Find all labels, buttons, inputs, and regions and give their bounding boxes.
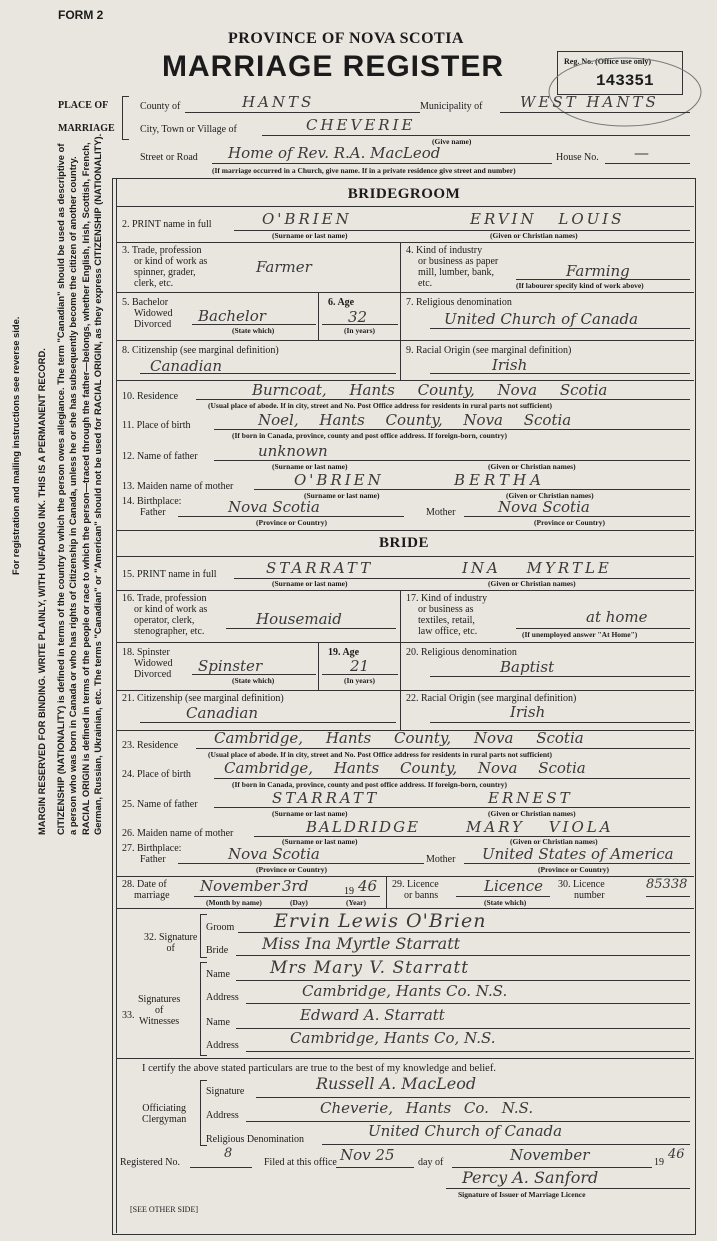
bride-mother-prov-note: (Province or Country) [538,865,609,874]
bride-given-note: (Given or Christian names) [488,579,576,588]
filed-date: Nov 25 [340,1146,395,1164]
bride-signature: Miss Ina Myrtle Starratt [262,934,461,953]
groom-f9-label: 9. Racial Origin (see marginal definition) [406,345,572,356]
marriage-month: November [200,877,280,895]
w1-address: Cambridge, Hants Co. N.S. [302,982,508,1000]
groom-signature: Ervin Lewis O'Brien [274,910,487,932]
w1-address-label: Address [206,992,239,1003]
marriage-year-prefix: 19 [344,886,354,897]
bride-given: INA MYRTLE [462,559,612,577]
bride-residence: Cambridge, Hants County, Nova Scotia [214,729,584,747]
clergy-address-label: Address [206,1110,239,1121]
bride-status: Spinster [198,657,263,675]
municipality-label: Municipality of [420,101,483,112]
county-value: HANTS [242,93,315,111]
bride-surname-note: (Surname or last name) [272,579,348,588]
margin-line-6: German, Russian, Ukrainian, etc. The terms "Canadian" or "American" should not be used for RACIAL ORIGIN, as they express CITIZENSHIP (NATIONALITY). [91,133,103,835]
street-note: (If marriage occurred in a Church, give name. If in a private residence give street and number) [212,166,516,175]
groom-residence: Burncoat, Hants County, Nova Scotia [252,381,608,399]
clergy-address: Cheverie, Hants Co. N.S. [320,1099,534,1117]
bride-father-surname-note: (Surname or last name) [272,809,348,818]
registered-label: Registered No. [120,1157,180,1168]
groom-mother-given-note: (Given or Christian names) [506,491,594,500]
form-number: FORM 2 [58,8,104,22]
bridegroom-heading: BRIDEGROOM [347,186,461,202]
margin-line-2: MARGIN RESERVED FOR BINDING. WRITE PLAINLY, WITH UNFADING INK. THIS IS A PERMANENT RECORD. [36,348,48,835]
bride-citizenship: Canadian [186,704,259,722]
bride-f24-label: 24. Place of birth [122,769,191,780]
issuer-label: Signature of Issuer of Marriage Licence [458,1190,586,1199]
groom-f4-label: 4. Kind of industry or business as paper mill, lumber, bank, etc. [406,245,499,289]
filed-year-prefix: 19 [654,1157,664,1168]
bride-heading: BRIDE [378,535,429,551]
bride-racial: Irish [510,703,546,721]
groom-f14-label: 14. Birthplace: [122,496,182,507]
street-value: Home of Rev. R.A. MacLeod [228,144,441,162]
reg-box-number: 143351 [596,72,654,90]
margin-line-4: a person who was born in Canada or who has rights of Citizenship in Canada, unless he or she has subsequently become the citizen of another country. [67,156,79,835]
bride-age: 21 [350,657,370,675]
groom-father-label: Father [140,507,166,518]
groom-father-prov-note: (Province or Country) [256,518,327,527]
groom-age: 32 [348,308,368,326]
groom-f2-label: 2. PRINT name in full [122,219,212,230]
bride-f25-label: 25. Name of father [122,799,198,810]
bride-father-surname: STARRATT [272,789,380,807]
bride-f23-label: 23. Residence [122,740,179,751]
groom-f6-label: 6. Age [328,297,355,308]
bride-f20-label: 20. Religious denomination [406,647,517,658]
w2-name-label: Name [206,1017,230,1028]
groom-f12-label: 12. Name of father [122,451,198,462]
bride-state-note: (State which) [232,676,275,685]
groom-f8-label: 8. Citizenship (see marginal definition) [122,345,279,356]
bride-mother-surname: BALDRIDGE [306,818,421,836]
groom-mother-label: Mother [426,507,456,518]
see-other-side: [SEE OTHER SIDE] [130,1205,198,1214]
bride-residence-note: (Usual place of abode. If in city, street and No. Post Office address for residents in rural parts not sufficient) [208,750,553,759]
bride-father-given: ERNEST [488,789,573,807]
groom-sig-label: Groom [206,922,235,933]
month-note: (Month by name) [206,898,262,907]
bride-f26-label: 26. Maiden name of mother [122,828,234,839]
bride-f17-note: (If unemployed answer "At Home") [522,630,638,639]
bride-f19-label: 19. Age [328,647,360,658]
bride-mother-given-note: (Given or Christian names) [510,837,598,846]
groom-mother-given: BERTHA [454,471,545,489]
place-bracket-icon [122,96,129,140]
groom-f7-label: 7. Religious denomination [406,297,512,308]
groom-f3-label: 3. Trade, profession or kind of work as spinner, grader, clerk, etc. [122,245,208,289]
bride-mother-label: Mother [426,854,456,865]
city-value: CHEVERIE [306,116,416,134]
bride-f22-label: 22. Racial Origin (see marginal definition) [406,693,577,704]
clergy-signature: Russell A. MacLeod [316,1074,477,1093]
groom-f11-label: 11. Place of birth [122,420,191,431]
groom-surname: O'BRIEN [262,210,352,228]
province-heading: PROVINCE OF NOVA SCOTIA [228,30,464,47]
groom-years-note: (In years) [344,326,376,335]
licence-type: Licence [484,877,543,895]
bride-mother-bp: United States of America [482,845,674,863]
municipality-value: WEST HANTS [520,93,659,111]
registered-number: 8 [224,1146,233,1161]
groom-mother-surname: O'BRIEN [294,471,384,489]
bride-mother-surname-note: (Surname or last name) [282,837,358,846]
bride-f17-label: 17. Kind of industry or business as textiles, retail, law office, etc. [406,593,488,637]
bride-f21-label: 21. Citizenship (see marginal definition) [122,693,284,704]
certify-text: I certify the above stated particulars are true to the best of my knowledge and belief. [142,1063,496,1074]
w1-name: Mrs Mary V. Starratt [270,958,470,978]
groom-mother-surname-note: (Surname or last name) [304,491,380,500]
street-label: Street or Road [140,152,198,163]
bride-f16-label: 16. Trade, profession or kind of work as operator, clerk, stenographer, etc. [122,593,208,637]
give-name-note: (Give name) [432,137,472,146]
margin-line-5: RACIAL ORIGIN is defined in terms of the people or race to which the person—traced through the father—belongs, whether English, Irish, Scottish, French, [79,142,91,835]
groom-birth-note: (If born in Canada, province, county and post office address. If foreign-born, country) [232,431,508,440]
groom-f13-label: 13. Maiden name of mother [122,481,234,492]
issuer-signature: Percy A. Sanford [462,1168,599,1187]
margin-instructions [10,133,103,845]
w2-name: Edward A. Starratt [300,1006,445,1024]
w2-address: Cambridge, Hants Co, N.S. [290,1029,496,1047]
bride-f15-label: 15. PRINT name in full [122,569,217,580]
groom-surname-note: (Surname or last name) [272,231,348,240]
bride-industry: at home [586,608,648,626]
house-label: House No. [556,152,599,163]
groom-mother-prov-note: (Province or Country) [534,518,605,527]
marriage-year: 46 [358,877,378,895]
groom-given: ERVIN LOUIS [470,210,625,228]
house-value: — [634,144,649,162]
groom-given-note: (Given or Christian names) [490,231,578,240]
stamp-oval [545,50,705,130]
bride-f18-label: 18. Spinster Widowed Divorced [122,647,173,680]
groom-father: unknown [258,442,328,460]
bride-sig-label: Bride [206,945,229,956]
groom-father-surname-note: (Surname or last name) [272,462,348,471]
city-label: City, Town or Village of [140,124,237,135]
groom-father-given-note: (Given or Christian names) [488,462,576,471]
groom-mother-bp: Nova Scotia [498,498,590,516]
groom-trade: Farmer [256,258,312,276]
groom-birthplace: Noel, Hants County, Nova Scotia [258,411,572,429]
groom-citizenship: Canadian [150,357,223,375]
day-of-label: day of [418,1157,444,1168]
place-label-2: MARRIAGE [58,123,115,134]
groom-industry: Farming [566,262,630,280]
bride-father-prov-note: (Province or Country) [256,865,327,874]
bride-birth-note: (If born in Canada, province, county and post office address. If foreign-born, country) [232,780,508,789]
filed-label: Filed at this office [264,1157,337,1168]
f28-label: 28. Date of marriage [122,879,170,901]
reg-box-label: Reg. No. (Office use only) [564,57,652,66]
officiating-label: Officiating Clergyman [142,1103,187,1125]
groom-religion: United Church of Canada [444,310,639,328]
groom-residence-note: (Usual place of abode. If in city, street and No. Post Office address for residents in rural parts not sufficient) [208,401,553,410]
f29-label: 29. Licence or banns [392,879,439,901]
bride-mother-given: MARY VIOLA [466,818,614,836]
w1-name-label: Name [206,969,230,980]
year-note: (Year) [346,898,366,907]
margin-line-3: CITIZENSHIP (NATIONALITY) is defined in terms of the country to which the person owes allegiance. The term "Canadian" should be used as descriptive of [54,143,66,835]
clergy-denom-label: Religious Denomination [206,1134,305,1145]
day-note: (Day) [290,898,308,907]
clergy-denom: United Church of Canada [368,1122,563,1140]
county-label: County of [140,101,181,112]
f32-label: 32. Signature of [144,932,198,954]
groom-father-bp: Nova Scotia [228,498,320,516]
licence-number: 85338 [646,877,688,892]
groom-state-note: (State which) [232,326,275,335]
margin-line-1: For registration and mailing instructions see reverse side. [10,316,21,575]
licence-state-note: (State which) [484,898,527,907]
bride-father-label: Father [140,854,166,865]
f33-label: Signatures of Witnesses [138,994,181,1027]
page-title: MARRIAGE REGISTER [162,50,505,83]
w2-address-label: Address [206,1040,239,1051]
groom-f4-note: (If labourer specify kind of work above) [516,281,644,290]
groom-status: Bachelor [198,307,266,325]
bride-father-bp: Nova Scotia [228,845,320,863]
filed-year: 46 [668,1147,685,1162]
filed-month: November [510,1146,590,1164]
bride-father-given-note: (Given or Christian names) [488,809,576,818]
groom-racial: Irish [492,356,528,374]
bride-religion: Baptist [500,658,555,676]
clergy-sig-label: Signature [206,1086,245,1097]
groom-f5-label: 5. Bachelor Widowed Divorced [122,297,173,330]
f30-label: 30. Licence number [558,879,605,901]
place-label-1: PLACE OF [58,100,109,111]
bride-trade: Housemaid [256,610,342,628]
f33-number: 33. [122,1010,135,1021]
bride-years-note: (In years) [344,676,376,685]
marriage-day: 3rd [282,877,309,895]
bride-f27-label: 27. Birthplace: [122,843,182,854]
bride-birthplace: Cambridge, Hants County, Nova Scotia [224,759,586,777]
groom-f10-label: 10. Residence [122,391,179,402]
bride-surname: STARRATT [266,559,374,577]
